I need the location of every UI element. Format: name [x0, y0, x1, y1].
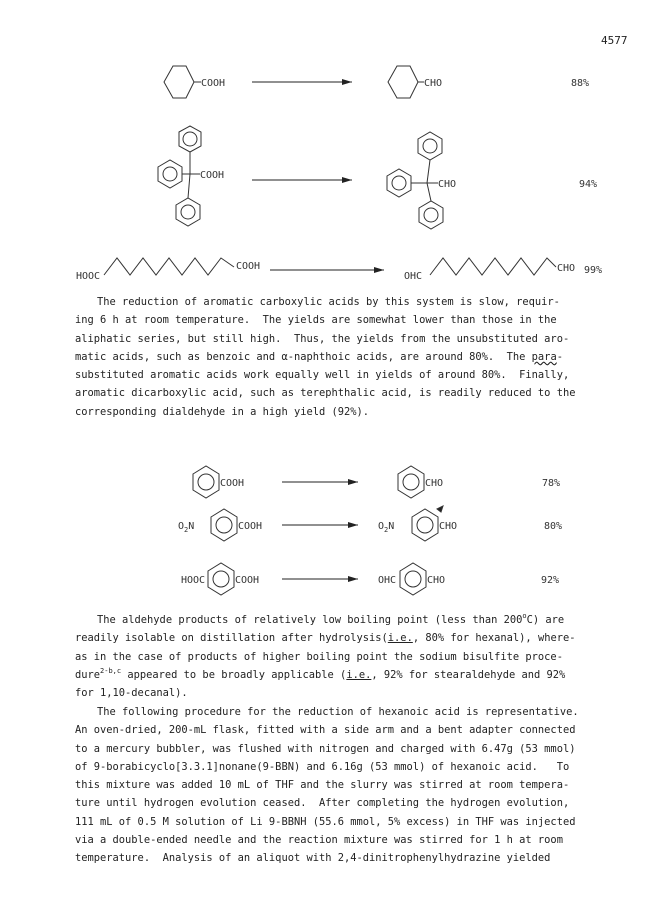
yield-label: 80%	[544, 521, 563, 532]
text-line: aliphatic series, but still high. Thus, the yields from the unsubstituted aro-	[75, 332, 570, 345]
benzene-ring-icon	[208, 563, 234, 595]
yield-label: 99%	[584, 265, 603, 276]
yield-label: 92%	[541, 575, 560, 586]
product-label: CHO	[439, 521, 458, 532]
paragraph-aldehyde-isolation	[75, 611, 635, 702]
cyclohexane-ring-icon	[388, 66, 418, 98]
benzene-ring-icon	[398, 466, 424, 498]
product-left-label: OHC	[404, 271, 423, 282]
benzene-ring-icon	[193, 466, 219, 498]
reactant-prefix-label: $O_2N$	[178, 521, 195, 534]
benzene-ring-icon	[176, 198, 200, 226]
text-line: as in the case of products of higher boiling point the sodium bisulfite proce-	[75, 650, 563, 663]
benzene-ring-icon	[387, 169, 411, 197]
benzene-ring-icon	[400, 563, 426, 595]
benzene-ring-icon	[158, 160, 182, 188]
yield-label: 78%	[542, 478, 561, 489]
product-label: CHO	[438, 179, 457, 190]
product-prefix-label: $O_2N$	[378, 521, 395, 534]
text-line: The following procedure for the reduction of hexanoic acid is representative.	[97, 706, 579, 718]
product-label: CHO	[427, 575, 446, 586]
yield-label: 94%	[579, 179, 598, 190]
benzene-ring-icon	[211, 509, 237, 541]
benzene-ring-icon	[412, 509, 438, 541]
text-line: ing 6 h at room temperature. The yields are somewhat lower than those in the	[75, 314, 557, 327]
product-label: CHO	[425, 478, 444, 489]
text-line: ture until hydrogen evolution ceased. After completing the hydrogen evolution,	[75, 797, 570, 810]
reactant-label: COOH	[220, 478, 245, 489]
text-line: dure$^{2-b,c}$ appeared to be broadly applicable (i.e., 92% for stearaldehyde and 92%	[75, 666, 566, 681]
reactant-label: COOH	[238, 521, 263, 532]
alkyl-chain-icon	[104, 258, 234, 275]
text-line: 111 mL of 0.5 M solution of Li 9-BBNH (55.6 mmol, 5% excess) in THF was injected	[75, 815, 576, 828]
benzene-ring-icon	[418, 132, 442, 160]
reactant-label: COOH	[235, 575, 260, 586]
yield-label: 88%	[571, 78, 590, 89]
text-line: temperature. Analysis of an aliquot with 2,4-dinitrophenylhydrazine yielded	[75, 852, 551, 865]
text-line: of 9-borabicyclo[3.3.1]nonane(9-BBN) and 6.16g (53 mmol) of hexanoic acid. To	[75, 760, 570, 773]
text-line: The reduction of aromatic carboxylic acids by this system is slow, requir-	[97, 296, 560, 308]
product-right-label: CHO	[557, 263, 576, 274]
text-line: readily isolable on distillation after hydrolysis(i.e., 80% for hexanal), where-	[75, 632, 576, 645]
product-label: CHO	[424, 78, 443, 89]
page-number: 4577	[601, 34, 628, 47]
para-emphasis: para	[531, 350, 557, 363]
alkyl-chain-icon	[430, 258, 556, 275]
reactant-right-label: COOH	[236, 261, 261, 272]
text-line: corresponding dialdehyde in a high yield (92%).	[75, 405, 370, 418]
text-line: aromatic dicarboxylic acid, such as terephthalic acid, is readily reduced to the	[75, 387, 576, 400]
paragraph-procedure	[75, 703, 635, 868]
text-line: matic acids, such as benzoic and α-naphthoic acids, are around 80%. The para-	[75, 350, 563, 363]
ink-mark-icon	[437, 506, 443, 512]
text-line: The aldehyde products of relatively low boiling point (less than 200$^o$C) are	[97, 612, 565, 626]
reactant-left-label: HOOC	[76, 271, 101, 282]
text-line: An oven-dried, 200-mL flask, fitted with a side arm and a bent adapter connected	[75, 724, 576, 737]
text-line: to a mercury bubbler, was flushed with nitrogen and charged with 6.47g (53 mmol)	[75, 742, 576, 755]
paragraph-aromatic-reduction	[75, 293, 635, 421]
reactant-label: COOH	[200, 170, 225, 181]
text-line: substituted aromatic acids work equally well in yields of around 80%. Finally,	[75, 369, 570, 382]
cyclohexane-ring-icon	[164, 66, 194, 98]
benzene-ring-icon	[419, 201, 443, 229]
scheme1-row3	[104, 258, 556, 275]
reactant-prefix-label: HOOC	[181, 575, 206, 586]
reactant-label: COOH	[201, 78, 226, 89]
benzene-ring-icon	[179, 126, 201, 152]
text-line: via a double-ended needle and the reaction mixture was stirred for 1 h at room	[75, 834, 563, 847]
text-line: this mixture was added 10 mL of THF and the slurry was stirred at room tempera-	[75, 779, 570, 792]
product-prefix-label: OHC	[378, 575, 397, 586]
text-line: for 1,10-decanal).	[75, 687, 188, 700]
